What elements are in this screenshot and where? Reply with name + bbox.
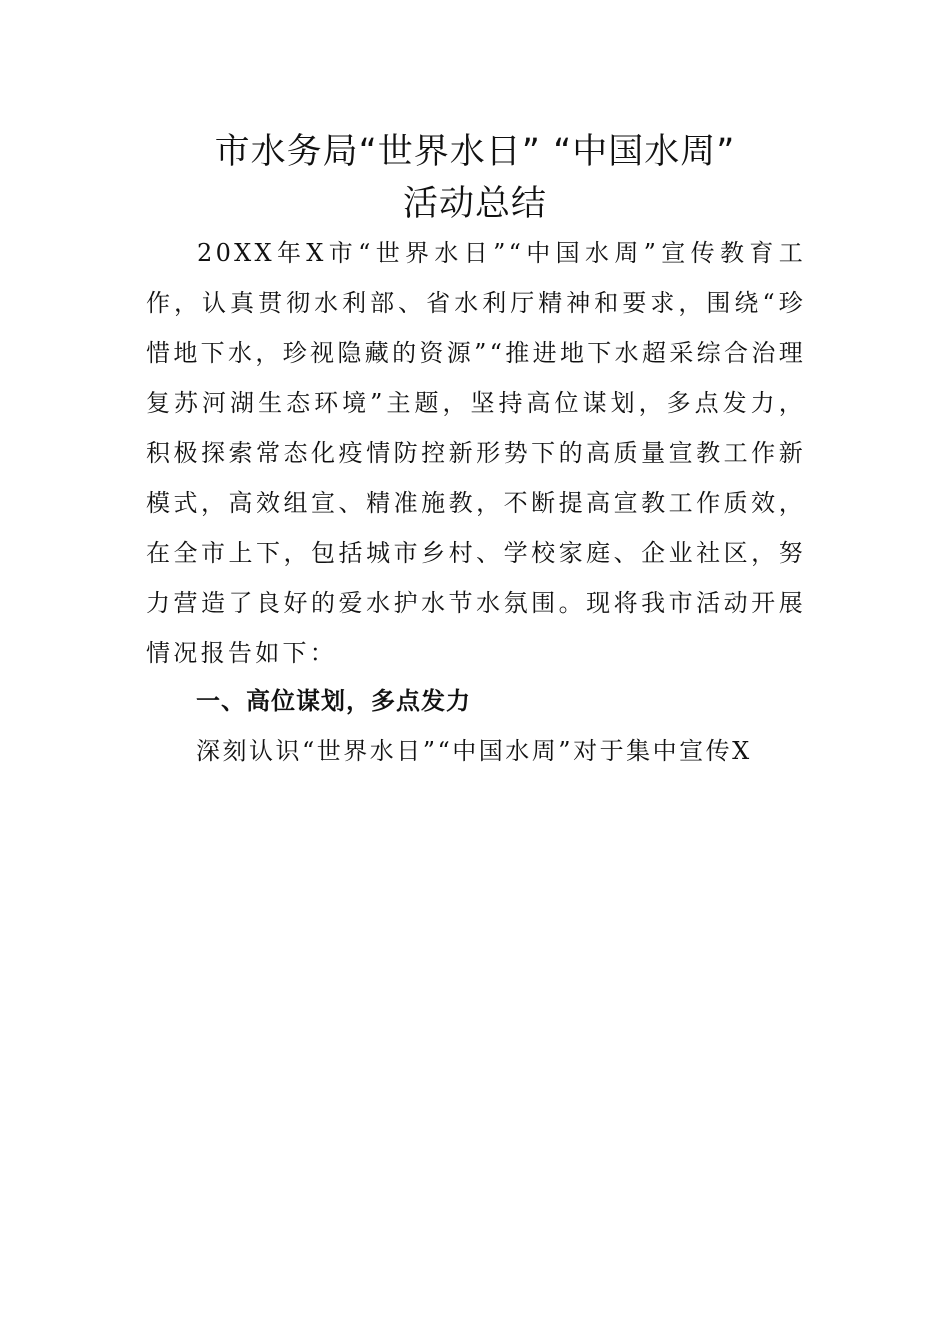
section-paragraph: 深刻认识“世界水日”“中国水周”对于集中宣传X (196, 737, 752, 765)
document-title-line-2: 活动总结 (402, 184, 547, 224)
intro-paragraph: 20XX年X市“世界水日”“中国水周”宣传教育工作，认真贯彻水利部、省水利厅精神和要求，围绕“珍惜地下水，珍视隐藏的资源”“推进地下水超采综合治理 复苏河湖生态环境”主题，坚持高位谋划，多点发力，积极探索常态化疫情防控新形势下的高质量宣教工作新模式，高效组宣、精准施教，不断提高宣教工作质效，在全市上下，包括城市乡村、学校家庭、企业社区，努力营造了良好的爱水护水节水氛围。现将我市活动开展情况报告如下： (146, 239, 806, 667)
document-title-line-1: 市水务局“世界水日” “中国水周” (214, 132, 736, 172)
section-heading: 一、高位谋划，多点发力 (196, 687, 471, 715)
